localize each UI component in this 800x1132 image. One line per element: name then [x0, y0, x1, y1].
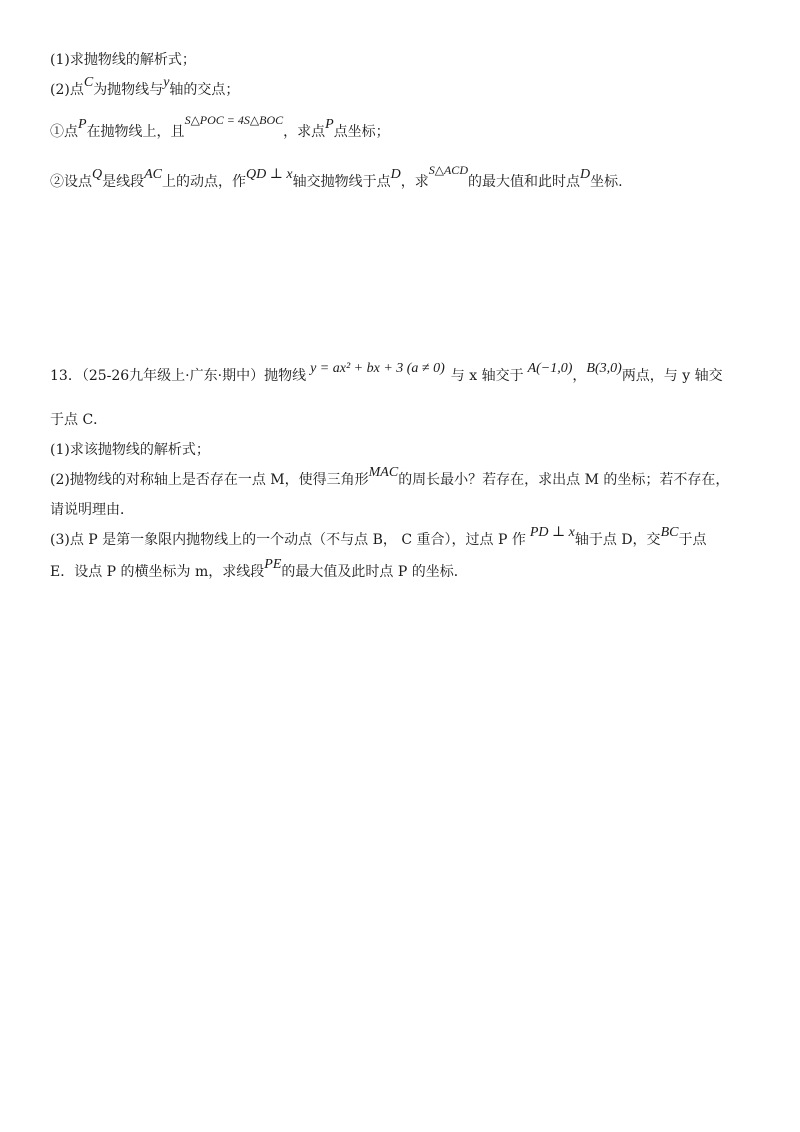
q13-triangle-mac: MAC: [368, 465, 399, 480]
q13-t1: 与 x 轴交于: [450, 368, 524, 384]
q12-s1-point-p: P: [78, 117, 87, 132]
q12-s2-t6: 坐标.: [590, 174, 623, 190]
q12-s1-prefix: ①点: [50, 124, 78, 140]
q13-p3e: 的最大值及此时点 P 的坐标．: [281, 564, 468, 580]
q12-s2-t4: ，求: [400, 174, 429, 190]
q13-p3a: (3)点 P 是第一象限内抛物线上的一个动点（不与点 B， C 重合），过点 P 作: [50, 532, 526, 548]
q12-s2-point-d2: D: [579, 167, 591, 182]
q13-p3d: E．设点 P 的横坐标为 m，求线段: [50, 564, 265, 580]
q13-segment-bc: BC: [660, 525, 679, 540]
q13-segment-pe: PE: [264, 557, 282, 572]
q13-part2-line2: 请说明理由．: [50, 502, 134, 518]
q13-part3-line2: [50, 557, 468, 583]
q13-equation: y = ax² + bx + 3 (a ≠ 0): [310, 361, 445, 376]
q12-s2-t5: 的最大值和此时点: [467, 174, 580, 190]
q12-p2-y: y: [163, 75, 170, 90]
q13-point-b: B(3,0): [586, 361, 622, 376]
q12-s1-point-p2: P: [325, 117, 334, 132]
q12-s1-equation: S△POC = 4S△BOC: [184, 113, 284, 127]
q13-part2: [50, 465, 730, 491]
q12-s2-segment-ac: AC: [144, 167, 163, 182]
q12-s1-end: 点坐标；: [333, 124, 390, 140]
q12-sub2: [50, 163, 623, 193]
q13-p3c: 于点: [678, 532, 707, 548]
q12-s1-mid: 在抛物线上，且: [86, 124, 185, 140]
q12-s2-t3: 轴交抛物线于点: [292, 174, 391, 190]
q12-p2-point-c: C: [83, 75, 94, 90]
q13-p2a: (2)抛物线的对称轴上是否存在一点 M，使得三角形: [50, 472, 369, 488]
q12-p2-mid: 为抛物线与: [93, 82, 164, 98]
q13-part1: (1)求该抛物线的解析式；: [50, 442, 210, 458]
q13-stem-line2: 于点 C．: [50, 412, 108, 428]
q13-p3b: 轴于点 D，交: [574, 532, 661, 548]
q12-p2-prefix: (2)点: [50, 82, 84, 98]
q12-s1-mid2: ，求点: [283, 124, 326, 140]
q13-p2b: 的周长最小？若存在，求出点 M 的坐标；若不存在，: [398, 472, 730, 488]
q12-s2-t2: 上的动点，作: [162, 174, 247, 190]
q12-part1: (1)求抛物线的解析式；: [50, 52, 196, 68]
q13-t2: 两点，与 y 轴交: [621, 368, 723, 384]
q12-sub1: [50, 113, 390, 143]
q12-s2-area: S△ACD: [428, 163, 468, 177]
q13-stem: [50, 361, 723, 387]
q12-s2-qd-perp: QD ⊥ x: [246, 167, 293, 182]
q12-s2-point-q: Q: [92, 167, 103, 182]
q13-source: （25-26九年级上·广东·期中）抛物线: [81, 368, 307, 384]
q12-p2-end: 轴的交点；: [169, 82, 240, 98]
q12-s2-prefix: ②设点: [50, 174, 92, 190]
q13-comma: ，: [572, 368, 587, 384]
q12-s2-point-d: D: [390, 167, 401, 182]
q12-s2-t1: 是线段: [102, 174, 145, 190]
q12-part2: [50, 75, 240, 101]
q13-number: 13．: [50, 368, 82, 384]
q13-part3: [50, 525, 707, 551]
q13-point-a: A(−1,0): [527, 361, 573, 376]
q13-pd-perp: PD ⊥ x: [529, 525, 575, 540]
